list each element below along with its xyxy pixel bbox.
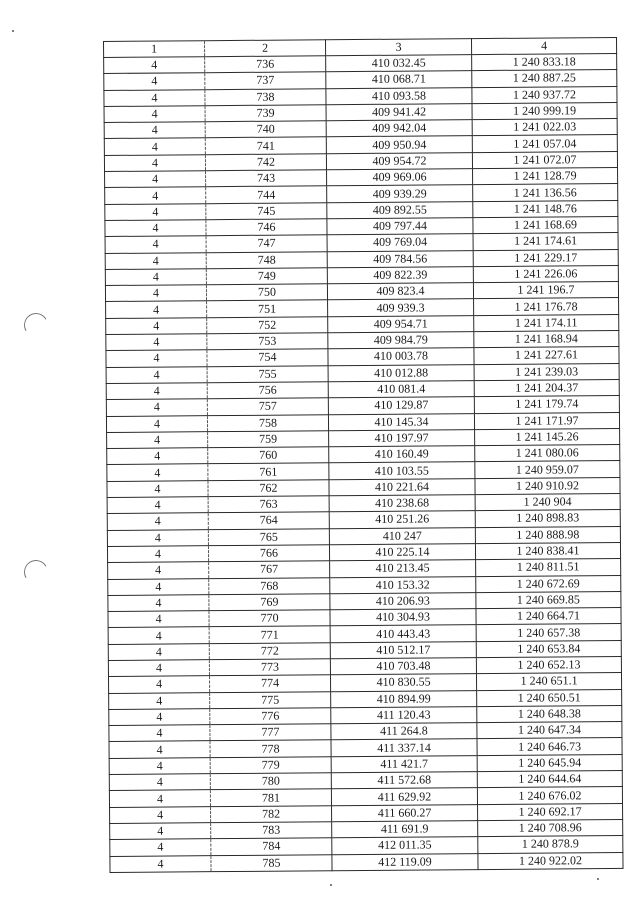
table-cell-x-coordinate: 410 103.55 bbox=[329, 462, 475, 479]
scan-speck bbox=[12, 30, 14, 32]
table-cell-col1: 4 bbox=[110, 823, 211, 840]
table-cell-y-coordinate: 1 241 168.69 bbox=[473, 216, 618, 233]
table-cell-y-coordinate: 1 240 888.98 bbox=[475, 526, 620, 543]
table-cell-y-coordinate: 1 240 657.38 bbox=[476, 624, 621, 641]
column-header-2: 2 bbox=[205, 40, 326, 57]
table-cell-col1: 4 bbox=[106, 366, 207, 383]
table-cell-point-number: 777 bbox=[210, 724, 331, 741]
punch-hole-mark bbox=[21, 310, 50, 339]
table-cell-col1: 4 bbox=[104, 154, 205, 171]
table-cell-y-coordinate: 1 240 648.38 bbox=[477, 705, 622, 722]
table-cell-y-coordinate: 1 240 878.9 bbox=[478, 836, 623, 853]
table-cell-point-number: 749 bbox=[206, 268, 327, 285]
table-cell-point-number: 761 bbox=[208, 463, 329, 480]
table-cell-x-coordinate: 410 206.93 bbox=[330, 592, 476, 609]
table-cell-point-number: 762 bbox=[208, 479, 329, 496]
table-cell-col1: 4 bbox=[105, 285, 206, 302]
table-cell-col1: 4 bbox=[109, 741, 210, 758]
table-cell-col1: 4 bbox=[104, 106, 205, 123]
table-cell-y-coordinate: 1 241 057.04 bbox=[472, 135, 617, 152]
table-cell-y-coordinate: 1 241 196.7 bbox=[473, 282, 618, 299]
table-cell-x-coordinate: 410 703.48 bbox=[330, 658, 476, 675]
table-cell-x-coordinate: 409 954.71 bbox=[328, 315, 474, 332]
table-cell-point-number: 752 bbox=[207, 316, 328, 333]
table-cell-point-number: 746 bbox=[206, 219, 327, 236]
table-cell-y-coordinate: 1 240 664.71 bbox=[476, 608, 621, 625]
table-cell-col1: 4 bbox=[109, 725, 210, 742]
table-cell-y-coordinate: 1 241 145.26 bbox=[475, 428, 620, 445]
table-cell-y-coordinate: 1 240 811.51 bbox=[476, 559, 621, 576]
table-cell-point-number: 764 bbox=[208, 512, 329, 529]
table-cell-col1: 4 bbox=[105, 187, 206, 204]
table-cell-point-number: 767 bbox=[209, 561, 330, 578]
table-cell-x-coordinate: 410 068.71 bbox=[326, 71, 472, 88]
table-cell-x-coordinate: 412 119.09 bbox=[332, 853, 478, 870]
table-cell-point-number: 763 bbox=[208, 496, 329, 513]
table-cell-point-number: 772 bbox=[209, 642, 330, 659]
table-cell-col1: 4 bbox=[106, 350, 207, 367]
table-cell-x-coordinate: 410 304.93 bbox=[330, 609, 476, 626]
table-cell-x-coordinate: 410 032.45 bbox=[326, 55, 472, 72]
table-cell-x-coordinate: 410 129.87 bbox=[328, 397, 474, 414]
table-cell-y-coordinate: 1 241 229.17 bbox=[473, 249, 618, 266]
table-cell-y-coordinate: 1 241 168.94 bbox=[474, 331, 619, 348]
table-cell-point-number: 784 bbox=[211, 838, 332, 855]
table-cell-x-coordinate: 410 003.78 bbox=[328, 348, 474, 365]
table-cell-y-coordinate: 1 241 204.37 bbox=[474, 379, 619, 396]
table-cell-point-number: 769 bbox=[209, 594, 330, 611]
table-cell-y-coordinate: 1 241 080.06 bbox=[475, 445, 620, 462]
table-cell-x-coordinate: 410 512.17 bbox=[330, 641, 476, 658]
table-cell-col1: 4 bbox=[109, 757, 210, 774]
table-cell-x-coordinate: 412 011.35 bbox=[332, 837, 478, 854]
table-cell-point-number: 755 bbox=[207, 365, 328, 382]
table-cell-y-coordinate: 1 240 708.96 bbox=[478, 819, 623, 836]
table-cell-y-coordinate: 1 240 833.18 bbox=[472, 53, 617, 70]
table-cell-point-number: 783 bbox=[211, 822, 332, 839]
table-cell-col1: 4 bbox=[110, 806, 211, 823]
table-cell-x-coordinate: 410 160.49 bbox=[329, 446, 475, 463]
table-cell-y-coordinate: 1 240 645.94 bbox=[477, 754, 622, 771]
table-cell-y-coordinate: 1 240 922.02 bbox=[478, 852, 623, 869]
table-cell-y-coordinate: 1 240 646.73 bbox=[477, 738, 622, 755]
table-cell-point-number: 741 bbox=[205, 137, 326, 154]
table-cell-x-coordinate: 409 941.42 bbox=[326, 103, 472, 120]
table-cell-x-coordinate: 411 629.92 bbox=[331, 788, 477, 805]
table-cell-x-coordinate: 411 691.9 bbox=[332, 821, 478, 838]
table-cell-point-number: 775 bbox=[210, 691, 331, 708]
table-cell-point-number: 760 bbox=[208, 447, 329, 464]
table-cell-col1: 4 bbox=[106, 334, 207, 351]
table-cell-x-coordinate: 411 264.8 bbox=[331, 723, 477, 740]
table-cell-y-coordinate: 1 240 887.25 bbox=[472, 70, 617, 87]
table-cell-x-coordinate: 410 012.88 bbox=[328, 364, 474, 381]
table-cell-x-coordinate: 409 822.39 bbox=[327, 266, 473, 283]
coordinates-table bbox=[103, 37, 624, 873]
table-cell-y-coordinate: 1 241 072.07 bbox=[472, 151, 617, 168]
table-cell-point-number: 785 bbox=[211, 854, 332, 871]
table-cell-x-coordinate: 409 892.55 bbox=[327, 201, 473, 218]
table-cell-x-coordinate: 409 823.4 bbox=[327, 283, 473, 300]
table-cell-x-coordinate: 411 421.7 bbox=[331, 755, 477, 772]
table-cell-x-coordinate: 409 969.06 bbox=[327, 169, 473, 186]
table-body bbox=[104, 53, 623, 872]
table-cell-col1: 4 bbox=[105, 252, 206, 269]
table-cell-y-coordinate: 1 240 653.84 bbox=[476, 640, 621, 657]
table-cell-x-coordinate: 409 784.56 bbox=[327, 250, 473, 267]
table-cell-y-coordinate: 1 240 676.02 bbox=[477, 787, 622, 804]
table-cell-point-number: 774 bbox=[209, 675, 330, 692]
table-cell-col1: 4 bbox=[107, 529, 208, 546]
table-cell-x-coordinate: 410 894.99 bbox=[331, 690, 477, 707]
table-cell-point-number: 781 bbox=[210, 789, 331, 806]
table-cell-point-number: 743 bbox=[206, 170, 327, 187]
table-cell-point-number: 742 bbox=[205, 154, 326, 171]
scan-speck bbox=[330, 884, 332, 886]
table-cell-x-coordinate: 410 145.34 bbox=[328, 413, 474, 430]
table-cell-point-number: 737 bbox=[205, 72, 326, 89]
table-cell-y-coordinate: 1 240 644.64 bbox=[477, 771, 622, 788]
table-cell-col1: 4 bbox=[105, 236, 206, 253]
table-cell-point-number: 778 bbox=[210, 740, 331, 757]
scan-speck bbox=[597, 878, 599, 880]
column-header-4: 4 bbox=[471, 37, 616, 54]
table-cell-col1: 4 bbox=[106, 301, 207, 318]
table-cell-col1: 4 bbox=[104, 138, 205, 155]
table-cell-point-number: 765 bbox=[208, 528, 329, 545]
table-cell-col1: 4 bbox=[110, 839, 211, 856]
table-cell-y-coordinate: 1 241 239.03 bbox=[474, 363, 619, 380]
table-cell-col1: 4 bbox=[108, 578, 209, 595]
table-cell-y-coordinate: 1 240 898.83 bbox=[475, 510, 620, 527]
table-cell-y-coordinate: 1 240 647.34 bbox=[477, 722, 622, 739]
table-cell-col1: 4 bbox=[104, 89, 205, 106]
table-cell-point-number: 782 bbox=[211, 805, 332, 822]
table-cell-point-number: 739 bbox=[205, 105, 326, 122]
table-cell-x-coordinate: 410 213.45 bbox=[330, 560, 476, 577]
table-cell-col1: 4 bbox=[109, 709, 210, 726]
table-cell-col1: 4 bbox=[109, 774, 210, 791]
table-cell-point-number: 753 bbox=[207, 333, 328, 350]
table-cell-y-coordinate: 1 240 838.41 bbox=[475, 542, 620, 559]
table-cell-col1: 4 bbox=[107, 448, 208, 465]
table-cell-point-number: 779 bbox=[210, 756, 331, 773]
table-cell-col1: 4 bbox=[108, 594, 209, 611]
table-cell-y-coordinate: 1 240 937.72 bbox=[472, 86, 617, 103]
table-cell-col1: 4 bbox=[105, 203, 206, 220]
table-cell-col1: 4 bbox=[106, 317, 207, 334]
table-cell-y-coordinate: 1 241 174.61 bbox=[473, 233, 618, 250]
table-cell-col1: 4 bbox=[105, 269, 206, 286]
table-cell-x-coordinate: 411 660.27 bbox=[332, 804, 478, 821]
table-cell-x-coordinate: 410 443.43 bbox=[330, 625, 476, 642]
table-cell-y-coordinate: 1 241 171.97 bbox=[474, 412, 619, 429]
table-cell-point-number: 768 bbox=[209, 577, 330, 594]
table-cell-x-coordinate: 409 942.04 bbox=[326, 120, 472, 137]
table-cell-x-coordinate: 410 221.64 bbox=[329, 478, 475, 495]
table-cell-x-coordinate: 411 120.43 bbox=[331, 706, 477, 723]
table-cell-point-number: 759 bbox=[208, 431, 329, 448]
punch-hole-mark bbox=[21, 557, 50, 586]
table-cell-y-coordinate: 1 240 692.17 bbox=[478, 803, 623, 820]
table-cell-col1: 4 bbox=[108, 562, 209, 579]
table-cell-point-number: 770 bbox=[209, 610, 330, 627]
table-cell-col1: 4 bbox=[108, 643, 209, 660]
table-cell-y-coordinate: 1 240 651.1 bbox=[476, 673, 621, 690]
table-cell-point-number: 738 bbox=[205, 88, 326, 105]
table-cell-col1: 4 bbox=[108, 627, 209, 644]
table-cell-point-number: 751 bbox=[207, 300, 328, 317]
table-cell-col1: 4 bbox=[105, 171, 206, 188]
table-cell-point-number: 756 bbox=[207, 382, 328, 399]
table-cell-col1: 4 bbox=[109, 692, 210, 709]
table-cell-y-coordinate: 1 240 652.13 bbox=[476, 656, 621, 673]
table-cell-y-coordinate: 1 240 650.51 bbox=[477, 689, 622, 706]
table-cell-y-coordinate: 1 241 176.78 bbox=[474, 298, 619, 315]
table-cell-y-coordinate: 1 241 136.56 bbox=[473, 184, 618, 201]
table-cell-y-coordinate: 1 241 148.76 bbox=[473, 200, 618, 217]
table-cell-col1: 4 bbox=[106, 399, 207, 416]
table-cell-y-coordinate: 1 240 999.19 bbox=[472, 102, 617, 119]
table-cell-col1: 4 bbox=[107, 513, 208, 530]
table-cell-y-coordinate: 1 241 128.79 bbox=[473, 168, 618, 185]
table-cell-point-number: 747 bbox=[206, 235, 327, 252]
table-cell-col1: 4 bbox=[104, 73, 205, 90]
table-cell-col1: 4 bbox=[104, 122, 205, 139]
table-cell-x-coordinate: 410 093.58 bbox=[326, 87, 472, 104]
table-cell-y-coordinate: 1 241 022.03 bbox=[472, 119, 617, 136]
table-cell-col1: 4 bbox=[107, 480, 208, 497]
table-cell-x-coordinate: 410 251.26 bbox=[329, 511, 475, 528]
table-cell-y-coordinate: 1 241 226.06 bbox=[473, 265, 618, 282]
table-cell-col1: 4 bbox=[104, 57, 205, 74]
table-cell-y-coordinate: 1 240 959.07 bbox=[475, 461, 620, 478]
table-cell-col1: 4 bbox=[107, 497, 208, 514]
table-cell-point-number: 754 bbox=[207, 349, 328, 366]
table-cell-point-number: 776 bbox=[210, 708, 331, 725]
table-cell-y-coordinate: 1 240 669.85 bbox=[476, 591, 621, 608]
table-cell-x-coordinate: 409 769.04 bbox=[327, 234, 473, 251]
table-cell-col1: 4 bbox=[106, 415, 207, 432]
column-header-3: 3 bbox=[325, 39, 471, 56]
table-cell-col1: 4 bbox=[108, 676, 209, 693]
table-cell-x-coordinate: 410 197.97 bbox=[329, 429, 475, 446]
table-cell-point-number: 766 bbox=[208, 545, 329, 562]
table-cell-point-number: 736 bbox=[205, 56, 326, 73]
table-cell-col1: 4 bbox=[107, 432, 208, 449]
table-cell-x-coordinate: 410 830.55 bbox=[330, 674, 476, 691]
table-cell-x-coordinate: 409 797.44 bbox=[327, 218, 473, 235]
table-cell-col1: 4 bbox=[106, 383, 207, 400]
table-cell-x-coordinate: 411 337.14 bbox=[331, 739, 477, 756]
table-cell-x-coordinate: 409 984.79 bbox=[328, 332, 474, 349]
table-cell-y-coordinate: 1 240 904 bbox=[475, 493, 620, 510]
table-cell-x-coordinate: 410 247 bbox=[329, 527, 475, 544]
table-cell-point-number: 748 bbox=[206, 251, 327, 268]
table-cell-col1: 4 bbox=[108, 660, 209, 677]
table-cell-point-number: 771 bbox=[209, 626, 330, 643]
table-cell-point-number: 780 bbox=[210, 773, 331, 790]
column-header-1: 1 bbox=[104, 41, 205, 58]
table-cell-point-number: 758 bbox=[207, 414, 328, 431]
table-cell-point-number: 740 bbox=[205, 121, 326, 138]
table-cell-x-coordinate: 409 939.3 bbox=[328, 299, 474, 316]
table-cell-x-coordinate: 410 225.14 bbox=[329, 543, 475, 560]
table-cell-y-coordinate: 1 241 227.61 bbox=[474, 347, 619, 364]
table-cell-y-coordinate: 1 240 672.69 bbox=[476, 575, 621, 592]
table-cell-x-coordinate: 409 939.29 bbox=[327, 185, 473, 202]
table-cell-y-coordinate: 1 241 174.11 bbox=[474, 314, 619, 331]
table-cell-col1: 4 bbox=[107, 546, 208, 563]
table-cell-point-number: 773 bbox=[209, 659, 330, 676]
table-cell-col1: 4 bbox=[108, 611, 209, 628]
table-cell-point-number: 744 bbox=[206, 186, 327, 203]
table-cell-x-coordinate: 410 153.32 bbox=[330, 576, 476, 593]
table-cell-x-coordinate: 410 081.4 bbox=[328, 381, 474, 398]
table-cell-x-coordinate: 409 950.94 bbox=[326, 136, 472, 153]
table-cell-x-coordinate: 411 572.68 bbox=[331, 772, 477, 789]
table-cell-y-coordinate: 1 240 910.92 bbox=[475, 477, 620, 494]
table-cell-x-coordinate: 410 238.68 bbox=[329, 495, 475, 512]
table-cell-x-coordinate: 409 954.72 bbox=[326, 152, 472, 169]
table-row bbox=[110, 852, 623, 872]
table-cell-y-coordinate: 1 241 179.74 bbox=[474, 396, 619, 413]
table-cell-point-number: 750 bbox=[206, 284, 327, 301]
table-cell-col1: 4 bbox=[107, 464, 208, 481]
table-cell-point-number: 757 bbox=[207, 398, 328, 415]
table-cell-col1: 4 bbox=[109, 790, 210, 807]
table-cell-col1: 4 bbox=[110, 855, 211, 872]
table-cell-point-number: 745 bbox=[206, 202, 327, 219]
table-cell-col1: 4 bbox=[105, 220, 206, 237]
